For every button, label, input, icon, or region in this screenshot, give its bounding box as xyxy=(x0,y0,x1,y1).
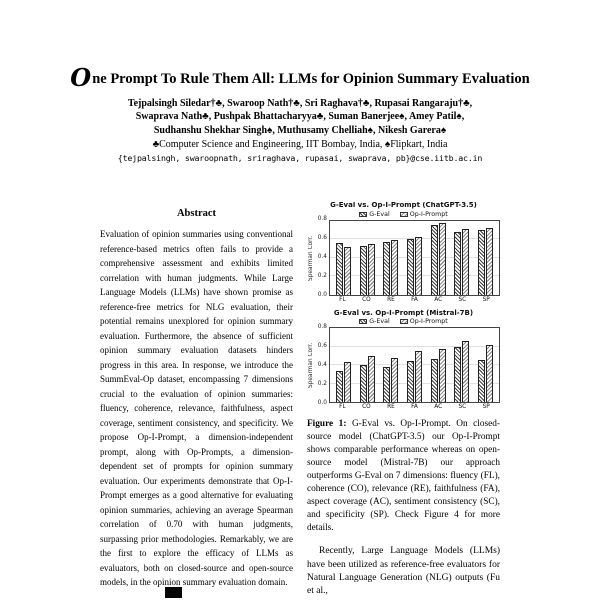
author-line-3: Sudhanshu Shekhar Singh♠, Muthusamy Chelliah♠, Nikesh Garera♠ xyxy=(153,124,447,136)
x-tick-label: FL xyxy=(339,296,346,303)
bar-op-i-prompt-co xyxy=(368,356,375,402)
figure1-chart-open-source xyxy=(307,310,500,411)
bar-g-eval-sc xyxy=(454,232,461,295)
legend-item xyxy=(359,318,389,325)
bar-g-eval-co xyxy=(360,246,367,295)
bar-group-sp xyxy=(478,221,493,295)
figure1-caption-text: G-Eval vs. Op-I-Prompt. On closed-source model (ChatGPT-3.5) our Op-I-Prompt shows comparable performance whereas on open-source model (Mistral-7B) our approach outperforms G-Eval on 7 dimensions: fluency (FL), coherence (CO), relevance (RE), faithfulness (FA), aspect coverage (AC), sentiment consistency (SC), and specificity (SP). Check Figure 4 for more details. xyxy=(307,419,500,534)
bar-op-i-prompt-ac xyxy=(439,223,446,294)
legend-swatch-op-i-prompt xyxy=(400,212,408,217)
bar-g-eval-sp xyxy=(478,230,485,295)
chart-title: G-Eval vs. Op-I-Prompt (Mistral-7B) xyxy=(333,308,474,317)
bar-group-fl xyxy=(336,221,351,295)
bar-group-fa xyxy=(407,221,422,295)
x-tick-label: AC xyxy=(434,296,443,303)
introduction-first-paragraph: Recently, Large Language Models (LLMs) have been utilized as reference-free evaluators for Natural Language Generation (NLG) outputs (Fu et al., xyxy=(307,546,500,596)
legend-item xyxy=(400,211,448,218)
figure1-caption xyxy=(307,418,500,535)
bar-op-i-prompt-fa xyxy=(415,351,422,403)
y-axis-label: Spearman Corr. xyxy=(308,235,314,281)
email-line: {tejpalsingh, swaroopnath, sriraghava, rupasai, swaprava, pb}@cse.iitb.ac.in xyxy=(117,152,483,163)
bar-g-eval-ac xyxy=(431,359,438,402)
bar-op-i-prompt-re xyxy=(391,358,398,402)
x-tick-label: FA xyxy=(411,296,418,303)
footer-black-mark xyxy=(165,587,182,598)
author-block xyxy=(0,97,600,137)
bar-g-eval-sc xyxy=(454,347,461,403)
bar-group-co xyxy=(360,328,375,402)
right-column xyxy=(307,202,500,600)
x-tick-label: RE xyxy=(387,404,395,411)
bar-group-sp xyxy=(478,328,493,402)
x-tick-label: SP xyxy=(482,296,490,303)
y-tick-label: 0.4 xyxy=(317,253,327,260)
bar-group-sc xyxy=(454,328,469,402)
y-tick-label: 0.2 xyxy=(317,272,327,279)
bar-op-i-prompt-fl xyxy=(344,247,351,295)
bar-op-i-prompt-fa xyxy=(415,237,422,294)
author-line-2: Swaprava Nath♣, Pushpak Bhattacharyya♣, Suman Banerjee♠, Amey Patil♠, xyxy=(135,111,465,123)
chart-title: G-Eval vs. Op-I-Prompt (ChatGPT-3.5) xyxy=(330,202,477,209)
y-tick-label: 0.8 xyxy=(317,215,327,222)
bar-g-eval-fl xyxy=(336,243,343,295)
two-column-body xyxy=(100,202,500,600)
bar-op-i-prompt-sp xyxy=(486,345,493,402)
legend-swatch-g-eval xyxy=(359,319,367,324)
bar-g-eval-fa xyxy=(407,361,414,403)
x-tick-label: SP xyxy=(482,404,490,411)
bar-g-eval-sp xyxy=(478,360,485,403)
title-dropcap: O xyxy=(70,63,92,92)
figure1-chart-closed-source xyxy=(307,202,500,303)
bar-op-i-prompt-sp xyxy=(486,228,493,295)
left-column xyxy=(100,202,293,600)
affiliation-line: ♣Computer Science and Engineering, IIT Bombay, India, ♠Flipkart, India xyxy=(152,138,448,150)
legend-label: G-Eval xyxy=(369,210,390,218)
title-text: ne Prompt To Rule Them All: LLMs for Opinion Summary Evaluation xyxy=(92,71,530,87)
bar-group-ac xyxy=(431,221,446,295)
x-tick-label: CO xyxy=(362,296,371,303)
bar-op-i-prompt-co xyxy=(368,244,375,295)
abstract-heading: Abstract xyxy=(176,208,217,219)
x-tick-label: FA xyxy=(411,404,418,411)
x-tick-label: AC xyxy=(434,404,443,411)
paper-title xyxy=(70,63,530,92)
x-tick-label: CO xyxy=(362,404,371,411)
legend-label: Op-I-Prompt xyxy=(409,210,448,218)
legend-item xyxy=(400,318,448,325)
bar-op-i-prompt-fl xyxy=(344,362,351,403)
chart-legend xyxy=(307,318,500,325)
bar-g-eval-fa xyxy=(407,239,414,295)
legend-label: Op-I-Prompt xyxy=(409,318,448,326)
x-tick-label: RE xyxy=(387,296,395,303)
author-line-1: Tejpalsingh Siledar†♣, Swaroop Nath†♣, Sri Raghava†♣, Rupasai Rangaraju†♣, xyxy=(127,98,473,110)
bar-group-co xyxy=(360,221,375,295)
legend-label: G-Eval xyxy=(369,318,390,326)
chart-plot xyxy=(329,220,500,296)
x-tick-label: SC xyxy=(458,296,467,303)
y-tick-label: 0.8 xyxy=(317,323,327,330)
chart-plot xyxy=(329,327,500,403)
x-tick-label: FL xyxy=(339,404,346,411)
bar-group-fl xyxy=(336,328,351,402)
y-tick-label: 0.0 xyxy=(317,291,327,298)
bar-g-eval-re xyxy=(383,242,390,295)
x-tick-label: SC xyxy=(458,404,467,411)
chart-legend xyxy=(307,211,500,218)
legend-swatch-op-i-prompt xyxy=(400,319,408,324)
bar-group-ac xyxy=(431,328,446,402)
bar-g-eval-co xyxy=(360,365,367,402)
bar-group-re xyxy=(383,221,398,295)
bar-group-sc xyxy=(454,221,469,295)
bar-group-fa xyxy=(407,328,422,402)
bar-op-i-prompt-ac xyxy=(439,349,446,403)
bar-g-eval-ac xyxy=(431,225,438,294)
legend-item xyxy=(359,211,389,218)
abstract-text: Evaluation of opinion summaries using conventional reference-based metrics often fails to provide a comprehensive assessment and exhibits limited correlation with human judgments. While Large Language Models (LLMs) have shown promise as reference-free metrics for NLG evaluation, their potential remains unexplored for opinion summary evaluation. Furthermore, the absence of sufficient opinion summary evaluation datasets hinders progress in this area. In response, we introduce the SummEval-Op dataset, encompassing 7 dimensions crucial to the evaluation of opinion summaries: fluency, coherence, relevance, faithfulness, aspect coverage, sentiment consistency, and specificity. We propose Op-I-Prompt, a dimension-independent prompt, along with Op-Prompts, a dimension-dependent set of prompts for opinion summary evaluation. Our experiments demonstrate that Op-I-Prompt emerges as a good alternative for evaluating opinion summaries, achieving an average Spearman correlation of 0.70 with human judgments, surpassing prior methodologies. Remarkably, we are the first to explore the efficacy of LLMs as evaluators, both on closed-source and open-source models, in the opinion summary evaluation domain. xyxy=(100,229,293,587)
bar-op-i-prompt-sc xyxy=(462,229,469,295)
bar-op-i-prompt-re xyxy=(391,240,398,295)
figure-1 xyxy=(307,202,500,535)
y-tick-label: 0.0 xyxy=(317,399,327,406)
legend-swatch-g-eval xyxy=(359,212,367,217)
y-tick-label: 0.2 xyxy=(317,380,327,387)
bar-g-eval-re xyxy=(383,367,390,402)
y-axis-label: Spearman Corr. xyxy=(308,342,314,388)
bar-op-i-prompt-sc xyxy=(462,341,469,402)
y-tick-label: 0.6 xyxy=(317,234,327,241)
figure1-caption-label: Figure 1: xyxy=(307,419,347,430)
y-tick-label: 0.4 xyxy=(317,361,327,368)
bar-group-re xyxy=(383,328,398,402)
y-tick-label: 0.6 xyxy=(317,342,327,349)
bar-g-eval-fl xyxy=(336,371,343,402)
